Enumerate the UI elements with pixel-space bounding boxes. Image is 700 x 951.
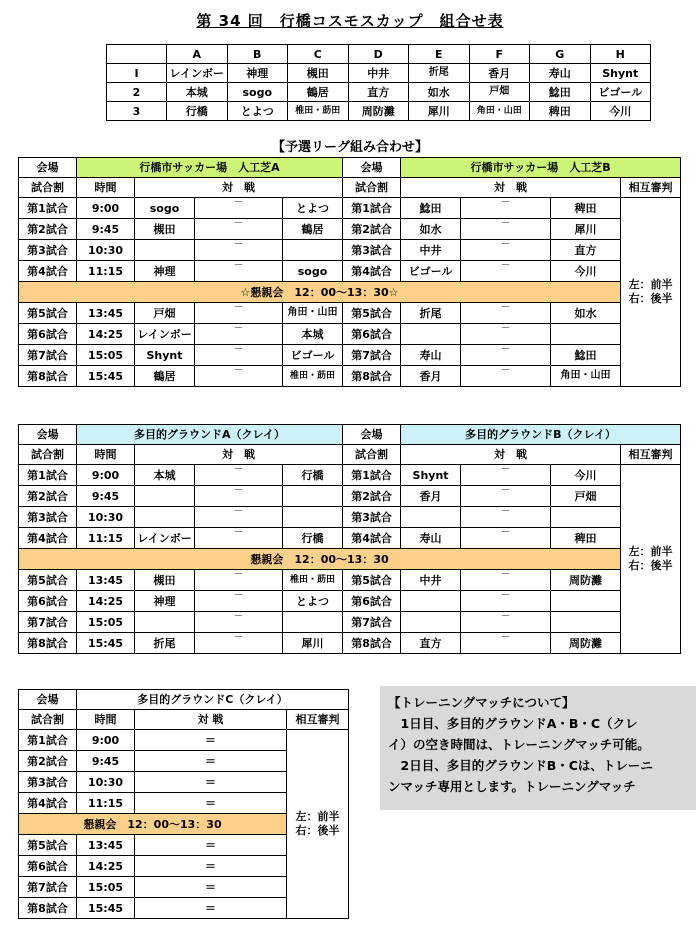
- vs-equals: ＝: [135, 877, 287, 898]
- match-row: [19, 528, 681, 549]
- match-number: 第8試合: [19, 898, 77, 919]
- match-time: 15:05: [77, 345, 135, 366]
- team-right: 行橋: [283, 528, 343, 549]
- group-team: 稗田: [530, 102, 591, 121]
- note-heading: 【トレーニングマッチについて】: [388, 695, 575, 710]
- vs-dash: －: [461, 591, 551, 612]
- match-time: 9:45: [77, 751, 135, 772]
- team-right: 稗田: [551, 528, 621, 549]
- team-right: [283, 612, 343, 633]
- match-row: [19, 219, 681, 240]
- match-time: 13:45: [77, 570, 135, 591]
- match-time: 14:25: [77, 324, 135, 345]
- match-number: 第4試合: [19, 528, 77, 549]
- match-number: 第4試合: [343, 261, 401, 282]
- team-left: 寿山: [401, 528, 461, 549]
- team-right: 鯰田: [551, 345, 621, 366]
- vs-dash: －: [461, 366, 551, 387]
- vs-dash: －: [195, 507, 283, 528]
- match-time: 15:05: [77, 877, 135, 898]
- time-header: 時間: [77, 445, 135, 465]
- venue-name: 多目的グラウンドA（クレイ）: [77, 425, 343, 445]
- group-header: C: [288, 45, 349, 64]
- vs-header: 対 戦: [401, 178, 621, 198]
- vs-dash: －: [461, 570, 551, 591]
- page-title: 第 34 回 行橋コスモスカップ 組合せ表: [196, 12, 504, 30]
- vs-dash: －: [461, 528, 551, 549]
- group-row: [107, 64, 651, 83]
- team-left: ビゴール: [401, 261, 461, 282]
- team-left: レインボー: [135, 324, 195, 345]
- match-row: [19, 591, 681, 612]
- team-left: [401, 612, 461, 633]
- vs-dash: －: [195, 366, 283, 387]
- group-team: 本城: [167, 83, 228, 102]
- match-number: 第1試合: [343, 198, 401, 219]
- match-row: [19, 612, 681, 633]
- match-row: [19, 633, 681, 654]
- match-number: 第1試合: [19, 465, 77, 486]
- venue-name: 多目的グラウンドB（クレイ）: [401, 425, 681, 445]
- group-row: [107, 102, 651, 121]
- team-left: 中井: [401, 570, 461, 591]
- team-left: 折尾: [401, 303, 461, 324]
- match-row: [19, 507, 681, 528]
- team-right: 鶴居: [283, 219, 343, 240]
- match-row: [19, 345, 681, 366]
- referee-note: [287, 730, 349, 919]
- vs-dash: －: [195, 633, 283, 654]
- match-number: 第5試合: [19, 835, 77, 856]
- match-row: [19, 366, 681, 387]
- team-left: [135, 612, 195, 633]
- team-left: 如水: [401, 219, 461, 240]
- venue-name: 行橋市サッカー場 人工芝B: [401, 158, 681, 178]
- time-header: 時間: [77, 710, 135, 730]
- vs-dash: －: [461, 219, 551, 240]
- venue-label: 会場: [19, 158, 77, 178]
- vs-dash: －: [195, 345, 283, 366]
- match-number: 第5試合: [19, 570, 77, 591]
- team-left: 中井: [401, 240, 461, 261]
- ref-header: 相互審判: [287, 710, 349, 730]
- match-time: 13:45: [77, 303, 135, 324]
- match-number: 第2試合: [19, 219, 77, 240]
- match-row: [19, 465, 681, 486]
- venue-label: 会場: [19, 425, 77, 445]
- team-right: 本城: [283, 324, 343, 345]
- team-left: 香月: [401, 366, 461, 387]
- match-time: 11:15: [77, 261, 135, 282]
- vs-dash: －: [461, 198, 551, 219]
- team-right: 周防灘: [551, 570, 621, 591]
- match-row: [19, 730, 349, 751]
- match-time: 11:15: [77, 793, 135, 814]
- vs-dash: －: [195, 219, 283, 240]
- group-team: レインボー: [167, 64, 228, 83]
- vs-equals: ＝: [135, 856, 287, 877]
- group-row-number: 2: [107, 83, 167, 102]
- vs-dash: －: [195, 240, 283, 261]
- group-table: [106, 44, 651, 121]
- match-number: 第4試合: [19, 793, 77, 814]
- team-left: 香月: [401, 486, 461, 507]
- match-number: 第5試合: [19, 303, 77, 324]
- match-row: [19, 240, 681, 261]
- schedule-table-ground-c: [18, 689, 349, 919]
- referee-note: [621, 465, 681, 654]
- group-team: 中井: [348, 64, 409, 83]
- team-left: [135, 486, 195, 507]
- group-header: E: [409, 45, 470, 64]
- match-number: 第6試合: [343, 324, 401, 345]
- referee-note-left: 左：前半: [628, 545, 673, 558]
- team-right: 如水: [551, 303, 621, 324]
- match-number: 第7試合: [19, 877, 77, 898]
- match-header: 試合割: [19, 710, 77, 730]
- schedule-table-field-ab: [18, 157, 681, 387]
- match-number: 第3試合: [343, 507, 401, 528]
- team-left: 鶴居: [135, 366, 195, 387]
- group-header: B: [227, 45, 288, 64]
- vs-header: 対 戦: [401, 445, 621, 465]
- training-match-note: [380, 686, 696, 810]
- match-header: 試合割: [343, 445, 401, 465]
- match-number: 第7試合: [343, 345, 401, 366]
- team-left: [135, 507, 195, 528]
- match-row: [19, 324, 681, 345]
- schedule-table-ground-ab: [18, 424, 681, 654]
- ref-header: 相互審判: [621, 178, 681, 198]
- group-team: 香月: [469, 64, 530, 83]
- note-line: イ）の空き時間は、トレーニングマッチ可能。: [388, 737, 650, 752]
- group-team: 椎田・莇田: [288, 102, 349, 121]
- match-number: 第8試合: [343, 633, 401, 654]
- referee-note-left: 左：前半: [295, 810, 340, 823]
- match-number: 第7試合: [19, 612, 77, 633]
- team-left: 神理: [135, 591, 195, 612]
- team-right: ビゴール: [283, 345, 343, 366]
- vs-equals: ＝: [135, 772, 287, 793]
- team-left: 神理: [135, 261, 195, 282]
- team-right: 今川: [551, 465, 621, 486]
- team-left: Shynt: [401, 465, 461, 486]
- team-right: 角田・山田: [283, 303, 343, 324]
- venue-label: 会場: [19, 690, 77, 710]
- match-number: 第8試合: [343, 366, 401, 387]
- match-header: 試合割: [19, 178, 77, 198]
- team-right: 角田・山田: [551, 366, 621, 387]
- vs-dash: －: [461, 324, 551, 345]
- team-left: sogo: [135, 198, 195, 219]
- match-time: 15:05: [77, 612, 135, 633]
- vs-dash: －: [195, 324, 283, 345]
- match-number: 第2試合: [19, 486, 77, 507]
- vs-dash: －: [461, 486, 551, 507]
- team-right: 椎田・莇田: [283, 570, 343, 591]
- group-team: 今川: [590, 102, 651, 121]
- team-left: 本城: [135, 465, 195, 486]
- match-number: 第2試合: [19, 751, 77, 772]
- team-left: [401, 324, 461, 345]
- group-team: 折尾: [409, 64, 470, 83]
- referee-note-left: 左：前半: [628, 278, 673, 291]
- vs-equals: ＝: [135, 751, 287, 772]
- vs-dash: －: [195, 612, 283, 633]
- group-header: D: [348, 45, 409, 64]
- group-team: とよつ: [227, 102, 288, 121]
- group-team: 神理: [227, 64, 288, 83]
- referee-note: [621, 198, 681, 387]
- ref-header: 相互審判: [621, 445, 681, 465]
- match-number: 第5試合: [343, 303, 401, 324]
- team-left: 寿山: [401, 345, 461, 366]
- group-team: 直方: [348, 83, 409, 102]
- match-number: 第4試合: [19, 261, 77, 282]
- venue-name: 多目的グラウンドC（クレイ）: [77, 690, 349, 710]
- note-line: 2日目、多目的グラウンドB・Cは、トレーニ: [388, 758, 653, 773]
- match-number: 第5試合: [343, 570, 401, 591]
- team-left: [401, 591, 461, 612]
- group-team: 鯰田: [530, 83, 591, 102]
- venue-label: 会場: [343, 158, 401, 178]
- team-right: [551, 324, 621, 345]
- match-time: 9:00: [77, 465, 135, 486]
- match-number: 第6試合: [343, 591, 401, 612]
- group-team: 周防灘: [348, 102, 409, 121]
- team-left: 鯰田: [401, 198, 461, 219]
- vs-dash: －: [461, 633, 551, 654]
- vs-dash: －: [195, 528, 283, 549]
- team-left: 槻田: [135, 219, 195, 240]
- group-header: H: [590, 45, 651, 64]
- vs-equals: ＝: [135, 835, 287, 856]
- match-time: 13:45: [77, 835, 135, 856]
- match-number: 第6試合: [19, 591, 77, 612]
- vs-dash: －: [461, 465, 551, 486]
- match-number: 第6試合: [19, 856, 77, 877]
- team-left: [135, 240, 195, 261]
- group-team: 如水: [409, 83, 470, 102]
- group-row-number: 3: [107, 102, 167, 121]
- vs-equals: ＝: [135, 730, 287, 751]
- team-right: 戸畑: [551, 486, 621, 507]
- team-right: 犀川: [283, 633, 343, 654]
- group-team: 鶴居: [288, 83, 349, 102]
- team-right: 今川: [551, 261, 621, 282]
- match-number: 第3試合: [19, 507, 77, 528]
- venue-label: 会場: [343, 425, 401, 445]
- group-team: sogo: [227, 83, 288, 102]
- team-right: 犀川: [551, 219, 621, 240]
- team-left: Shynt: [135, 345, 195, 366]
- vs-header: 対 戦: [135, 445, 343, 465]
- vs-equals: ＝: [135, 793, 287, 814]
- group-header: G: [530, 45, 591, 64]
- team-right: 椎田・莇田: [283, 366, 343, 387]
- break-banner: ☆懇親会 12：00～13：30☆: [19, 282, 621, 303]
- match-time: 15:45: [77, 633, 135, 654]
- match-time: 11:15: [77, 528, 135, 549]
- match-row: [19, 486, 681, 507]
- team-right: [551, 612, 621, 633]
- match-time: 10:30: [77, 507, 135, 528]
- team-left: 槻田: [135, 570, 195, 591]
- team-right: とよつ: [283, 198, 343, 219]
- vs-dash: －: [195, 261, 283, 282]
- referee-note-right: 右：後半: [628, 292, 673, 305]
- team-right: とよつ: [283, 591, 343, 612]
- match-number: 第2試合: [343, 486, 401, 507]
- vs-dash: －: [195, 570, 283, 591]
- vs-dash: －: [195, 486, 283, 507]
- section-subtitle: 【予選リーグ組み合わせ】: [271, 140, 428, 155]
- team-right: [283, 486, 343, 507]
- group-row: [107, 83, 651, 102]
- vs-dash: －: [461, 345, 551, 366]
- vs-dash: －: [461, 240, 551, 261]
- team-left: 戸畑: [135, 303, 195, 324]
- match-number: 第7試合: [343, 612, 401, 633]
- group-header-row: [107, 45, 651, 64]
- break-banner: 懇親会 12：00～13：30: [19, 814, 287, 835]
- team-right: [283, 507, 343, 528]
- team-right: [283, 240, 343, 261]
- vs-dash: －: [461, 303, 551, 324]
- match-time: 15:45: [77, 366, 135, 387]
- match-number: 第4試合: [343, 528, 401, 549]
- referee-note-right: 右：後半: [295, 824, 340, 837]
- note-line: 1日目、多目的グラウンドA・B・C（クレ: [388, 716, 638, 731]
- match-number: 第8試合: [19, 366, 77, 387]
- team-right: 直方: [551, 240, 621, 261]
- match-row: [19, 261, 681, 282]
- match-time: 9:45: [77, 486, 135, 507]
- match-row: [19, 198, 681, 219]
- group-header: F: [469, 45, 530, 64]
- group-team: 槻田: [288, 64, 349, 83]
- team-right: 周防灘: [551, 633, 621, 654]
- match-number: 第8試合: [19, 633, 77, 654]
- match-time: 14:25: [77, 591, 135, 612]
- match-time: 9:00: [77, 730, 135, 751]
- group-team: ビゴール: [590, 83, 651, 102]
- group-team: Shynt: [590, 64, 651, 83]
- group-team: 角田・山田: [469, 102, 530, 121]
- match-row: [19, 570, 681, 591]
- team-right: [551, 507, 621, 528]
- match-header: 試合割: [19, 445, 77, 465]
- match-number: 第1試合: [343, 465, 401, 486]
- group-corner-cell: [107, 45, 167, 64]
- group-team: 寿山: [530, 64, 591, 83]
- match-time: 15:45: [77, 898, 135, 919]
- match-row: [19, 303, 681, 324]
- vs-header: 対 戦: [135, 178, 343, 198]
- match-number: 第3試合: [343, 240, 401, 261]
- match-time: 14:25: [77, 856, 135, 877]
- group-header: A: [167, 45, 228, 64]
- match-number: 第7試合: [19, 345, 77, 366]
- match-time: 10:30: [77, 772, 135, 793]
- vs-dash: －: [195, 303, 283, 324]
- note-line: ンマッチ専用とします。トレーニングマッチ: [388, 779, 636, 794]
- group-team: 犀川: [409, 102, 470, 121]
- vs-dash: －: [195, 198, 283, 219]
- time-header: 時間: [77, 178, 135, 198]
- vs-dash: －: [461, 261, 551, 282]
- match-time: 9:00: [77, 198, 135, 219]
- match-time: 9:45: [77, 219, 135, 240]
- match-time: 10:30: [77, 240, 135, 261]
- match-number: 第6試合: [19, 324, 77, 345]
- team-left: 直方: [401, 633, 461, 654]
- team-right: sogo: [283, 261, 343, 282]
- group-row-number: Ⅰ: [107, 64, 167, 83]
- match-number: 第3試合: [19, 772, 77, 793]
- vs-dash: －: [461, 507, 551, 528]
- team-right: 稗田: [551, 198, 621, 219]
- referee-note-right: 右：後半: [628, 559, 673, 572]
- match-header: 試合割: [343, 178, 401, 198]
- group-team: 行橋: [167, 102, 228, 121]
- match-number: 第3試合: [19, 240, 77, 261]
- venue-name: 行橋市サッカー場 人工芝A: [77, 158, 343, 178]
- team-right: [551, 591, 621, 612]
- team-right: 行橋: [283, 465, 343, 486]
- match-number: 第1試合: [19, 198, 77, 219]
- team-left: レインボー: [135, 528, 195, 549]
- vs-dash: －: [195, 591, 283, 612]
- match-number: 第1試合: [19, 730, 77, 751]
- vs-dash: －: [461, 612, 551, 633]
- team-left: [401, 507, 461, 528]
- vs-equals: ＝: [135, 898, 287, 919]
- team-left: 折尾: [135, 633, 195, 654]
- group-team: 戸畑: [469, 83, 530, 102]
- vs-dash: －: [195, 465, 283, 486]
- match-number: 第2試合: [343, 219, 401, 240]
- vs-header: 対 戦: [135, 710, 287, 730]
- break-banner: 懇親会 12：00～13：30: [19, 549, 621, 570]
